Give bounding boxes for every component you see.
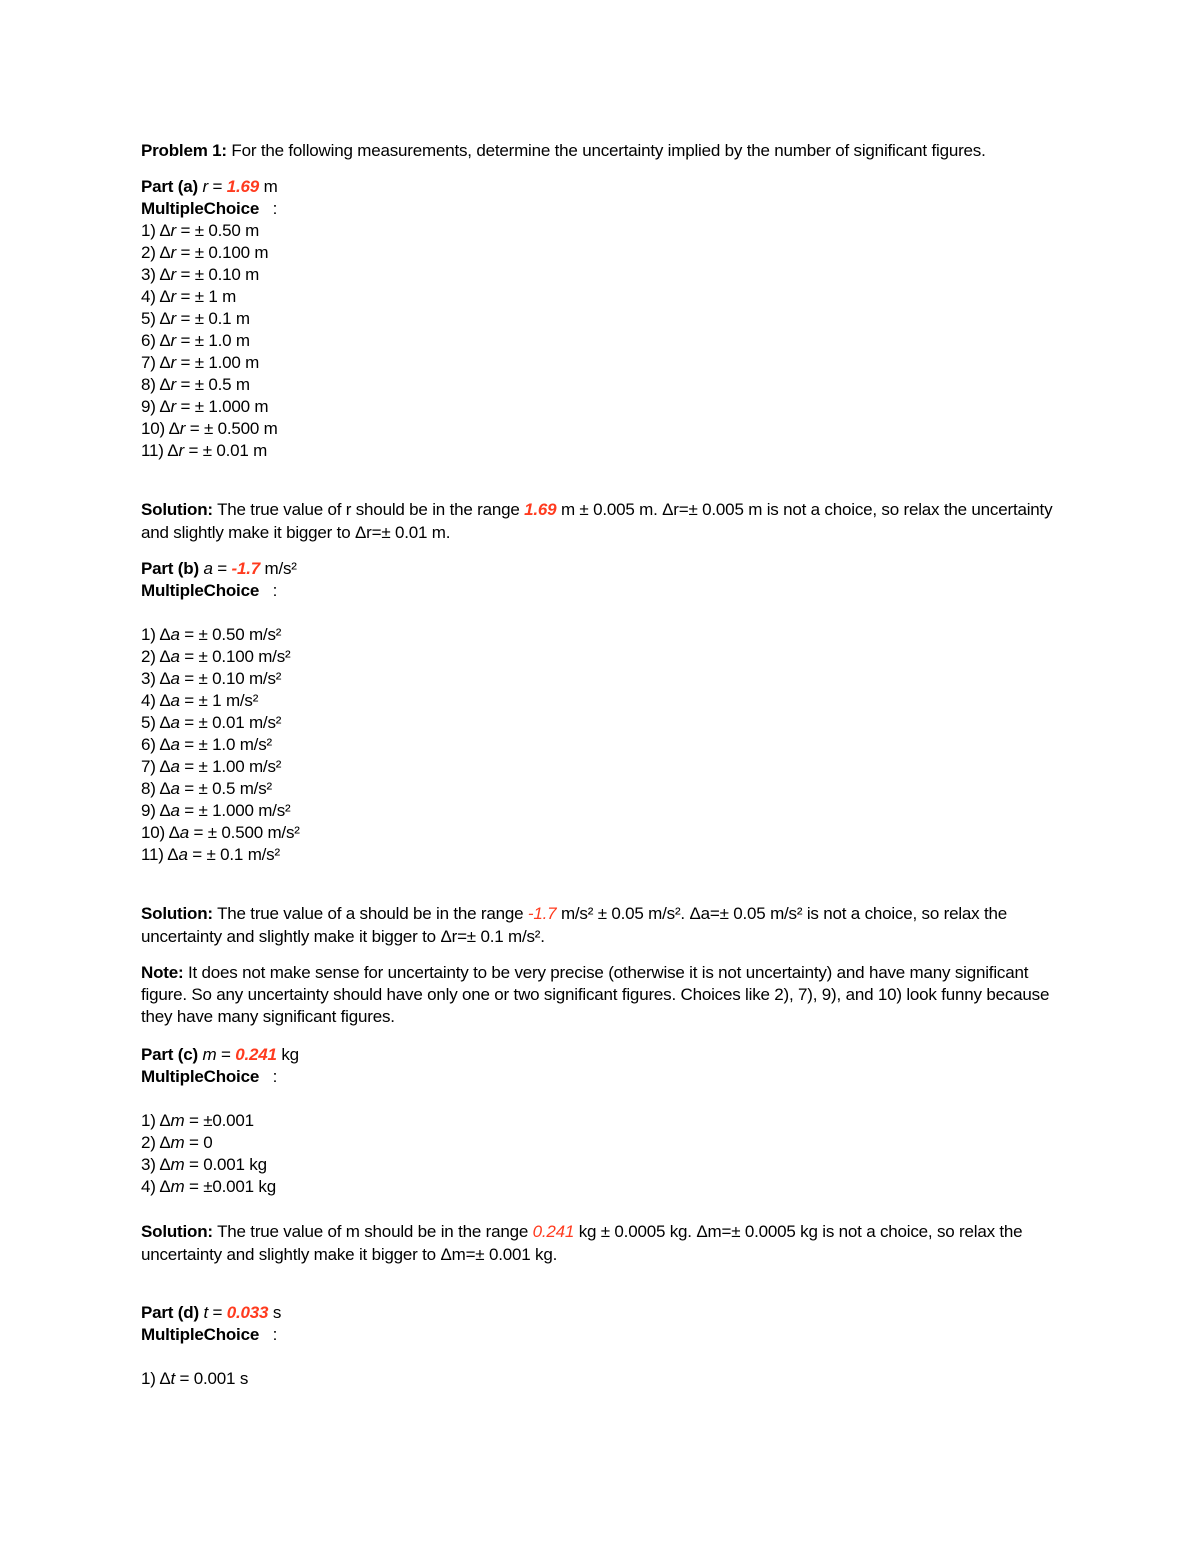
choice-item <box>141 1176 1071 1198</box>
choice-item <box>141 778 1071 800</box>
choice-text: = ± 1 m/s² <box>179 691 259 710</box>
part-b-solution: Solution: The true value of a should be in the range -1.7 m/s² ± 0.05 m/s². Δa=± 0.05 m/s² is not a choice, so relax the uncertainty and slightly make it bigger to Δr=± 0.1 m/s². <box>141 904 1008 946</box>
choice-text: = ± 0.500 m <box>185 419 278 438</box>
choice-var: a <box>170 735 180 754</box>
document-page <box>141 140 1071 1390</box>
problem-text: For the following measurements, determine the uncertainty implied by the number of significant figures. <box>231 141 986 160</box>
choice-number: 8) <box>141 375 160 394</box>
delta-symbol: Δ <box>159 1177 171 1196</box>
choice-number: 4) <box>141 1177 160 1196</box>
choice-item <box>141 440 1071 462</box>
delta-symbol: Δ <box>168 823 180 842</box>
choice-number: 1) <box>141 1111 160 1130</box>
part-c-choices <box>141 1110 1071 1198</box>
choice-number: 8) <box>141 779 160 798</box>
delta-symbol: Δ <box>159 1133 171 1152</box>
choice-var: r <box>178 441 184 460</box>
delta-symbol: Δ <box>159 287 171 306</box>
part-b-label: Part (b) <box>141 559 199 578</box>
delta-symbol: Δ <box>159 1369 171 1388</box>
choice-text: = ±0.001 kg <box>184 1177 276 1196</box>
choice-var: m <box>170 1133 185 1152</box>
choice-text: = 0.001 kg <box>184 1155 267 1174</box>
choice-text: = ± 0.50 m/s² <box>179 625 282 644</box>
choice-var: a <box>170 779 180 798</box>
delta-symbol: Δ <box>159 713 171 732</box>
part-d-value: 0.033 <box>226 1303 269 1322</box>
delta-symbol: Δ <box>159 309 171 328</box>
choice-var: r <box>170 287 176 306</box>
part-b-note: Note: It does not make sense for uncertainty to be very precise (otherwise it is not uncertainty) and have many significant figure. So any uncertainty should have only one or two significant figures. Choices like 2), 7), 9), and 10) look funny because they have many significant figures. <box>141 963 1050 1026</box>
choice-text: = ± 0.01 m/s² <box>179 713 282 732</box>
choice-var: r <box>179 419 186 438</box>
part-b-heading: Part (b) a = -1.7 m/s² <box>141 559 297 578</box>
problem-label: Problem 1: <box>141 141 227 160</box>
choice-item <box>141 352 1071 374</box>
part-b-var: a <box>203 559 213 578</box>
choice-number: 9) <box>141 397 160 416</box>
choice-number: 3) <box>141 265 160 284</box>
choice-item <box>141 646 1071 668</box>
choice-item <box>141 734 1071 756</box>
choice-text: = ± 0.100 m/s² <box>179 647 291 666</box>
delta-symbol: Δ <box>159 801 171 820</box>
choice-var: r <box>170 309 176 328</box>
part-a-var: r <box>202 177 208 196</box>
choice-number: 6) <box>141 331 160 350</box>
choice-var: a <box>170 647 180 666</box>
choice-number: 9) <box>141 801 160 820</box>
choice-var: a <box>170 757 180 776</box>
part-b-choices <box>141 624 1071 866</box>
choice-var: a <box>178 845 188 864</box>
delta-symbol: Δ <box>159 397 171 416</box>
choice-var: r <box>170 265 176 284</box>
choice-var: a <box>170 691 180 710</box>
delta-symbol: Δ <box>159 265 171 284</box>
part-a-heading <box>141 176 1071 198</box>
choice-item <box>141 1154 1071 1176</box>
choice-var: r <box>170 243 176 262</box>
part-a-eq: = <box>207 177 227 196</box>
part-c-label: Part (c) <box>141 1045 198 1064</box>
choice-item <box>141 220 1071 242</box>
choice-var: r <box>170 331 176 350</box>
choice-item <box>141 330 1071 352</box>
delta-symbol: Δ <box>159 243 171 262</box>
choice-number: 2) <box>141 647 160 666</box>
choice-number: 10) <box>141 419 169 438</box>
choice-text: = ± 0.500 m/s² <box>188 823 300 842</box>
choice-text: = ± 0.50 m <box>175 221 260 240</box>
part-a-label: Part (a) <box>141 177 198 196</box>
choice-item <box>141 712 1071 734</box>
choice-var: r <box>170 375 176 394</box>
part-b-value: -1.7 <box>231 559 260 578</box>
choice-item <box>141 690 1071 712</box>
part-b-solution-value: -1.7 <box>527 904 557 923</box>
choice-var: m <box>170 1111 185 1130</box>
choice-item <box>141 668 1071 690</box>
note-label: Note: <box>141 963 184 982</box>
part-a-solution-value: 1.69 <box>524 500 557 519</box>
delta-symbol: Δ <box>159 1155 171 1174</box>
choice-text: = ± 1.000 m/s² <box>179 801 291 820</box>
part-d-mc-label: MultipleChoice : <box>141 1325 278 1344</box>
choice-number: 6) <box>141 735 160 754</box>
choice-number: 11) <box>141 845 168 864</box>
choice-text: = ± 0.10 m <box>175 265 260 284</box>
part-b-mc-label: MultipleChoice : <box>141 581 278 600</box>
choice-number: 10) <box>141 823 169 842</box>
delta-symbol: Δ <box>159 375 171 394</box>
delta-symbol: Δ <box>159 1111 171 1130</box>
choice-text: = ± 1.0 m <box>175 331 250 350</box>
choice-number: 11) <box>141 441 168 460</box>
delta-symbol: Δ <box>159 669 171 688</box>
choice-text: = ± 0.5 m/s² <box>179 779 272 798</box>
part-d-var: t <box>203 1303 208 1322</box>
choice-text: = ±0.001 <box>184 1111 254 1130</box>
delta-symbol: Δ <box>167 441 179 460</box>
choice-item <box>141 1132 1071 1154</box>
delta-symbol: Δ <box>167 845 179 864</box>
choice-item <box>141 756 1071 778</box>
part-d-label: Part (d) <box>141 1303 199 1322</box>
choice-item <box>141 800 1071 822</box>
choice-var: m <box>170 1177 185 1196</box>
choice-number: 1) <box>141 221 160 240</box>
choice-item <box>141 624 1071 646</box>
choice-text: = ± 0.5 m <box>175 375 250 394</box>
choice-text: = ± 1.00 m <box>175 353 260 372</box>
choice-item <box>141 396 1071 418</box>
choice-item <box>141 286 1071 308</box>
part-c-heading: Part (c) m = 0.241 kg <box>141 1045 299 1064</box>
delta-symbol: Δ <box>159 691 171 710</box>
problem-statement <box>141 140 1071 162</box>
choice-item <box>141 822 1071 844</box>
choice-var: a <box>170 713 180 732</box>
part-c-value: 0.241 <box>235 1045 277 1064</box>
choice-var: r <box>170 353 176 372</box>
choice-var: a <box>170 801 180 820</box>
part-c-solution-value: 0.241 <box>532 1222 575 1241</box>
choice-number: 1) <box>141 1369 160 1388</box>
delta-symbol: Δ <box>159 625 171 644</box>
choice-item <box>141 418 1071 440</box>
choice-text: = ± 1.0 m/s² <box>179 735 272 754</box>
choice-number: 5) <box>141 713 160 732</box>
choice-number: 2) <box>141 1133 160 1152</box>
choice-var: a <box>170 669 180 688</box>
choice-number: 2) <box>141 243 160 262</box>
choice-number: 3) <box>141 1155 160 1174</box>
choice-var: m <box>170 1155 185 1174</box>
choice-item <box>141 264 1071 286</box>
part-a-unit: m <box>259 177 278 196</box>
choice-var: a <box>179 823 189 842</box>
choice-text: = ± 1.000 m <box>175 397 269 416</box>
choice-text: = ± 0.1 m <box>175 309 250 328</box>
delta-symbol: Δ <box>159 779 171 798</box>
part-c-var: m <box>202 1045 217 1064</box>
choice-var: t <box>170 1369 175 1388</box>
part-d-choices <box>141 1368 1071 1390</box>
part-c-solution: Solution: The true value of m should be in the range 0.241 kg ± 0.0005 kg. Δm=± 0.0005 kg is not a choice, so relax the uncertainty and slightly make it bigger to Δm=± 0.001 kg. <box>141 1222 1023 1264</box>
choice-item <box>141 242 1071 264</box>
choice-item <box>141 844 1071 866</box>
choice-text: = ± 0.10 m/s² <box>179 669 282 688</box>
choice-text: = ± 1 m <box>175 287 237 306</box>
choice-number: 7) <box>141 353 160 372</box>
choice-number: 4) <box>141 691 160 710</box>
choice-number: 7) <box>141 757 160 776</box>
choice-text: = ± 0.1 m/s² <box>187 845 280 864</box>
choice-text: = ± 0.100 m <box>175 243 269 262</box>
choice-text: = 0 <box>184 1133 213 1152</box>
choice-item <box>141 374 1071 396</box>
choice-number: 4) <box>141 287 160 306</box>
delta-symbol: Δ <box>159 221 171 240</box>
choice-number: 3) <box>141 669 160 688</box>
part-a-value: 1.69 <box>226 177 260 196</box>
choice-text: = 0.001 s <box>175 1369 249 1388</box>
part-a-choices <box>141 220 1071 462</box>
part-a-mc-label: MultipleChoice : <box>141 199 278 218</box>
choice-var: r <box>170 397 176 416</box>
choice-var: a <box>170 625 180 644</box>
delta-symbol: Δ <box>159 331 171 350</box>
solution-label: Solution: <box>141 500 213 519</box>
part-c-mc-label: MultipleChoice : <box>141 1067 278 1086</box>
choice-var: r <box>170 221 176 240</box>
choice-item <box>141 1368 1071 1390</box>
choice-number: 1) <box>141 625 160 644</box>
choice-item <box>141 1110 1071 1132</box>
delta-symbol: Δ <box>159 353 171 372</box>
delta-symbol: Δ <box>159 735 171 754</box>
delta-symbol: Δ <box>159 757 171 776</box>
delta-symbol: Δ <box>168 419 180 438</box>
part-d-heading: Part (d) t = 0.033 s <box>141 1303 282 1322</box>
choice-text: = ± 1.00 m/s² <box>179 757 282 776</box>
choice-text: = ± 0.01 m <box>183 441 268 460</box>
part-a-solution: Solution: The true value of r should be in the range 1.69 m ± 0.005 m. Δr=± 0.005 m is not a choice, so relax the uncertainty and slightly make it bigger to Δr=± 0.01 m. <box>141 500 1053 542</box>
choice-number: 5) <box>141 309 160 328</box>
choice-item <box>141 308 1071 330</box>
delta-symbol: Δ <box>159 647 171 666</box>
